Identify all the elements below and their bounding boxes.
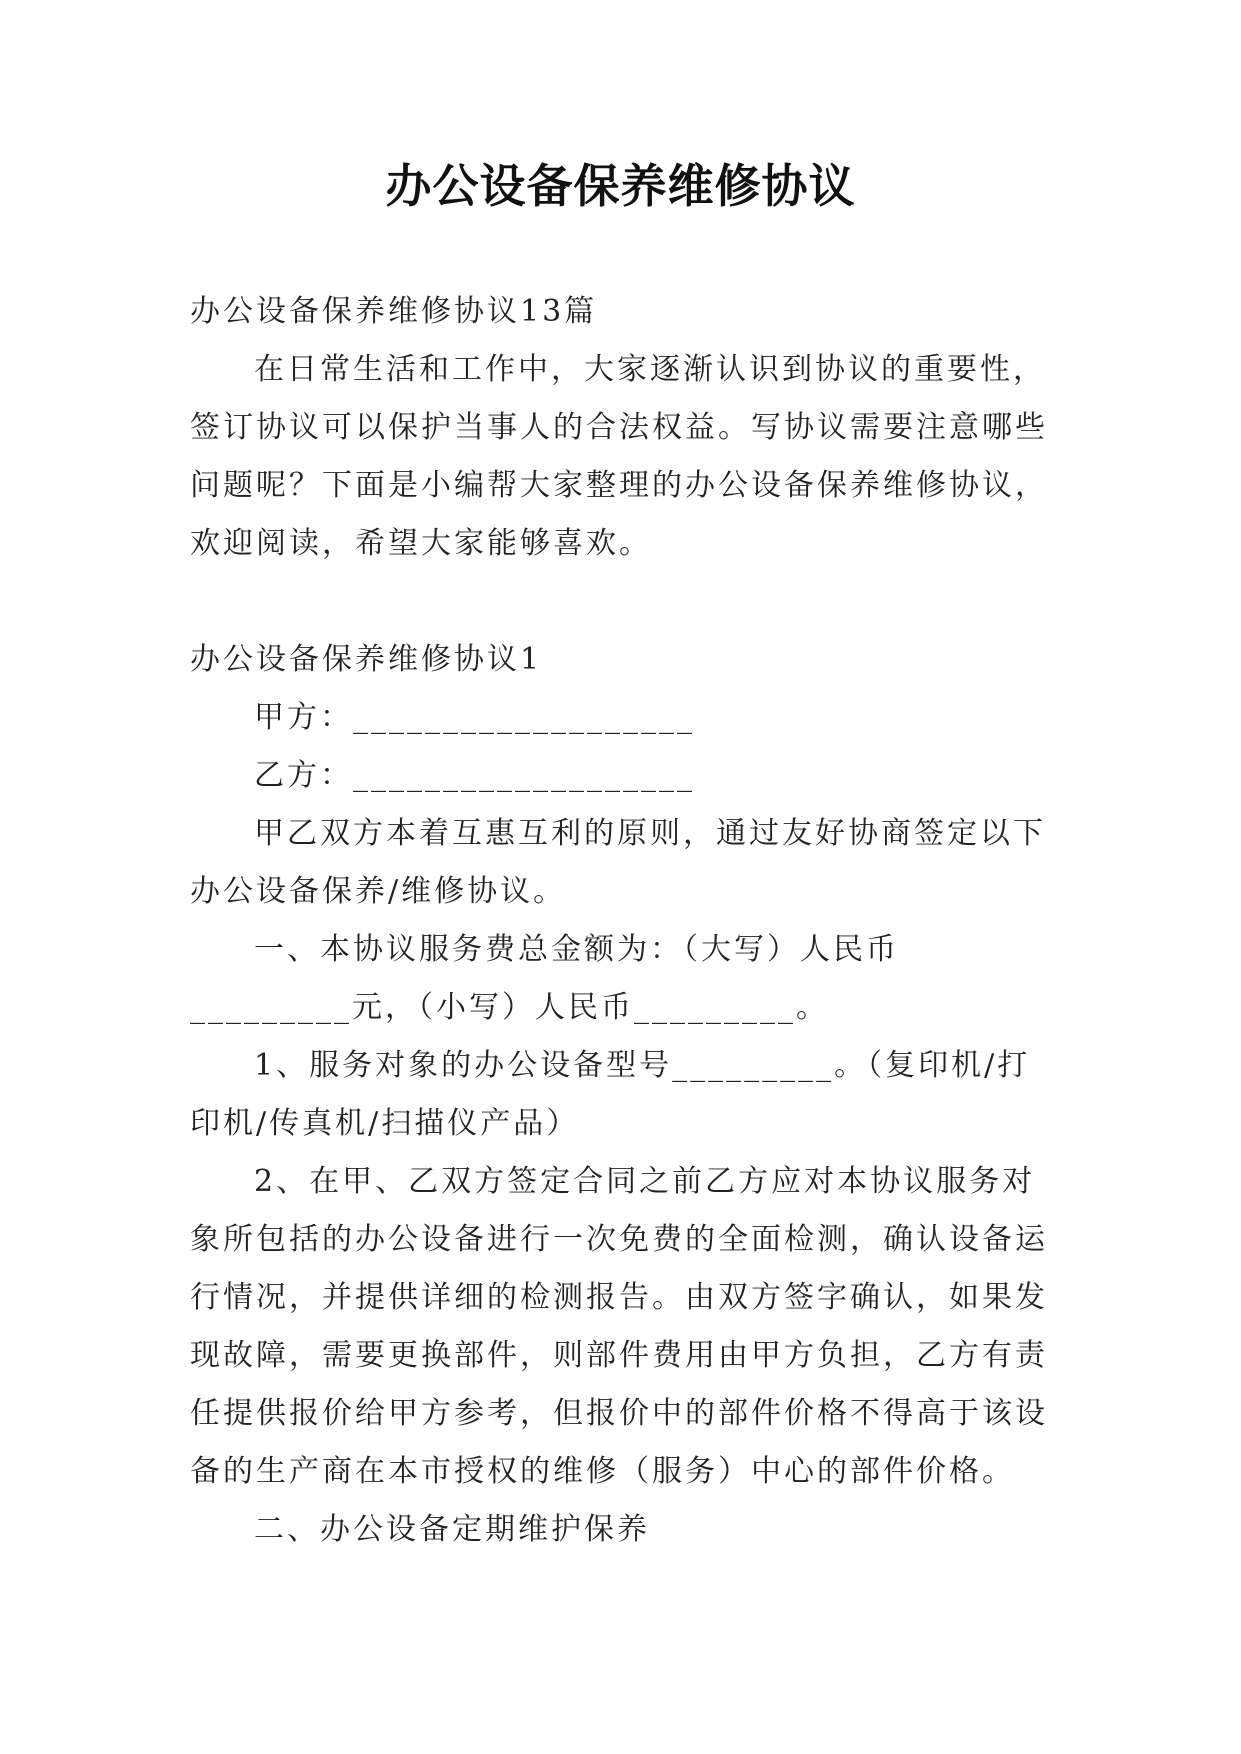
intro-paragraph: 在日常生活和工作中，大家逐渐认识到协议的重要性，签订协议可以保护当事人的合法权益。写协议需要注意哪些问题呢？下面是小编帮大家整理的办公设备保养维修协议，欢迎阅读，希望大家能够喜欢。 [190, 352, 1048, 561]
fee-clause: 一、本协议服务费总金额为：（大写）人民币_________元，（小写）人民币_________。 [190, 932, 899, 1025]
party-b-line: 乙方：___________________ [254, 758, 695, 793]
document-title: 办公设备保养维修协议 [385, 159, 856, 213]
paragraph-spacer [190, 573, 1060, 631]
inspection-clause: 2、在甲、乙双方签定合同之前乙方应对本协议服务对象所包括的办公设备进行一次免费的全面检测，确认设备运行情况，并提供详细的检测报告。由双方签字确认，如果发现故障，需要更换部件，则部件费用由甲方负担，乙方有责任提供报价给甲方参考，但报价中的部件价格不得高于该设备的生产商在本市授权的维修（服务）中心的部件价格。 [190, 1164, 1048, 1489]
maintenance-heading: 二、办公设备定期维护保养 [254, 1512, 650, 1547]
section-heading: 办公设备保养维修协议1 [190, 642, 543, 677]
party-a-line: 甲方：___________________ [254, 700, 695, 735]
equipment-model-clause: 1、服务对象的办公设备型号_________。（复印机/打印机/传真机/扫描仪产品） [190, 1048, 1031, 1141]
agreement-paragraph: 甲乙双方本着互惠互利的原则，通过友好协商签定以下办公设备保养/维修协议。 [190, 816, 1046, 909]
document-body [190, 283, 1060, 1559]
document-subtitle: 办公设备保养维修协议13篇 [190, 294, 598, 329]
